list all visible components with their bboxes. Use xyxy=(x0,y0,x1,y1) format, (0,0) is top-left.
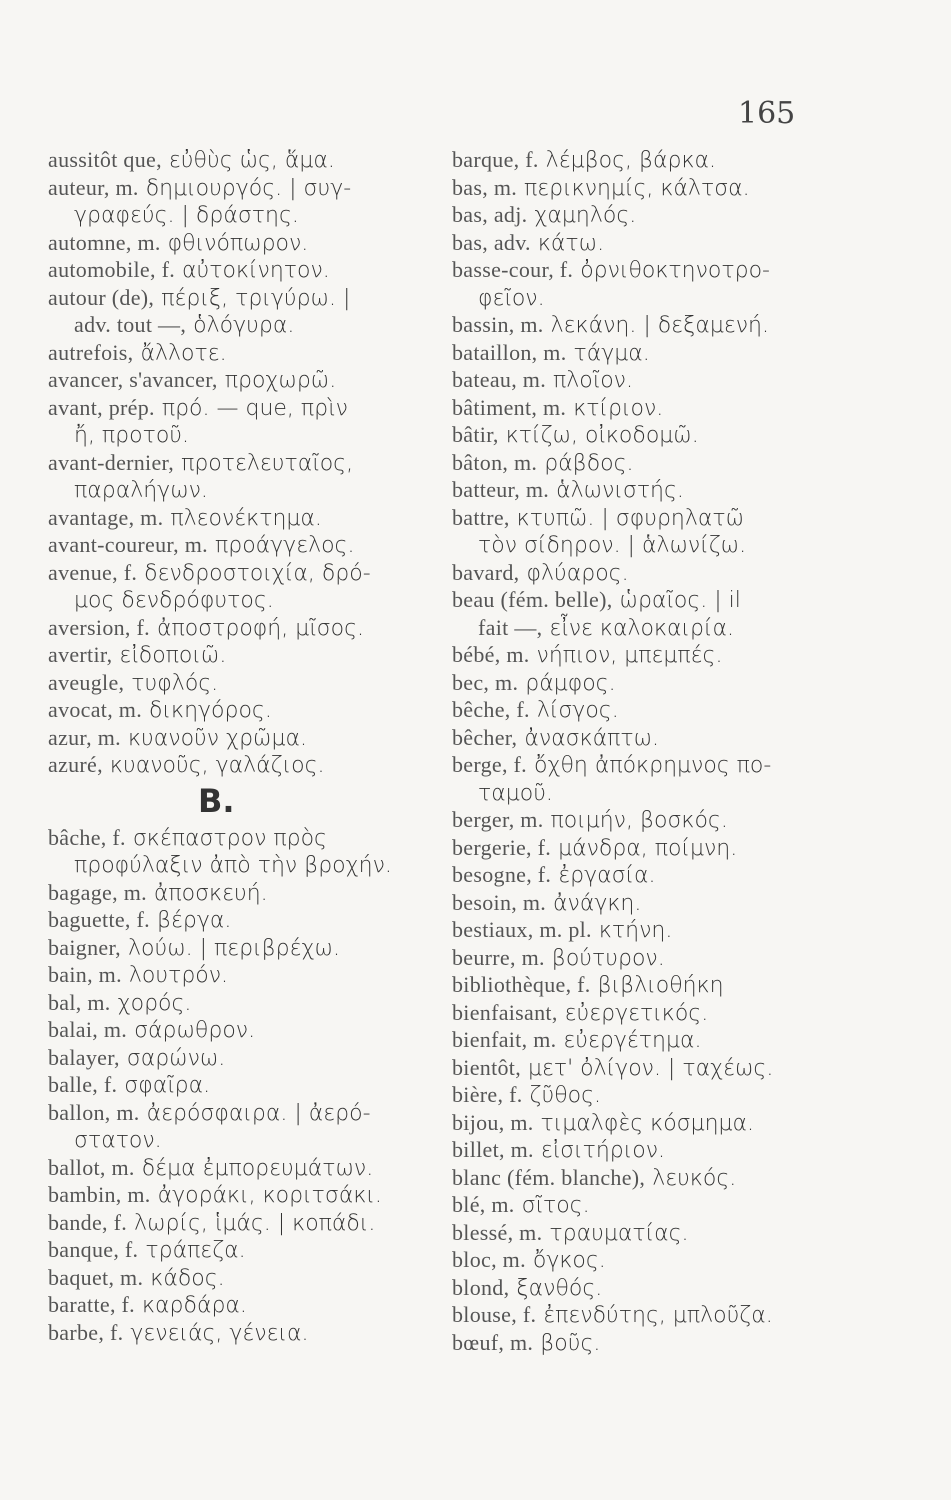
dictionary-entry xyxy=(452,1301,892,1329)
greek-translation: προτελευταῖος, xyxy=(174,450,354,476)
headword: blanc (fém. blanche), xyxy=(452,1164,646,1190)
headword: bloc, m. xyxy=(452,1247,526,1272)
dictionary-entry xyxy=(48,531,448,559)
greek-translation: προχωρῶ. xyxy=(217,368,337,393)
dictionary-entry xyxy=(48,1071,448,1099)
dictionary-entry xyxy=(48,961,448,989)
greek-translation: καρδάρα. xyxy=(134,1293,247,1318)
greek-translation: πρό. — que, πρὶν xyxy=(154,395,348,421)
dictionary-entry xyxy=(48,146,448,174)
headword: avant, prép. xyxy=(48,394,155,420)
greek-translation: λούω. | περιβρέχω. xyxy=(121,935,340,961)
dictionary-entry xyxy=(452,421,892,449)
dictionary-entry xyxy=(48,256,448,284)
dictionary-entry xyxy=(452,1164,892,1192)
dictionary-entry xyxy=(48,366,448,394)
dictionary-entry xyxy=(452,1274,892,1302)
headword: batteur, m. xyxy=(452,477,550,502)
headword: avantage, m. xyxy=(48,504,164,530)
greek-translation: τάγμα. xyxy=(566,340,650,366)
headword: banque, f. xyxy=(48,1237,139,1262)
greek-translation: δενδροστοιχία, δρό- xyxy=(137,560,371,586)
headword: aussitôt que, xyxy=(48,147,162,172)
dictionary-entry xyxy=(452,476,892,504)
greek-translation: λευκός. xyxy=(645,1165,737,1191)
greek-translation: κτίριον. xyxy=(566,395,664,421)
headword: balayer, xyxy=(48,1044,120,1070)
dictionary-entry xyxy=(452,806,892,834)
greek-translation: κάδος. xyxy=(143,1265,225,1291)
greek-translation: ὄγκος. xyxy=(525,1248,606,1273)
greek-translation: τιμαλφὲς κόσμημα. xyxy=(533,1110,755,1136)
headword: automne, m. xyxy=(48,229,161,255)
greek-translation: γενειάς, γένεια. xyxy=(123,1320,309,1346)
greek-translation: σῖτος. xyxy=(514,1193,590,1218)
greek-translation: ἀποσκευή. xyxy=(146,880,268,906)
dictionary-entry xyxy=(452,944,892,972)
headword: blessé, m. xyxy=(452,1219,543,1245)
entry-continuation xyxy=(48,851,448,879)
headword: bêche, f. xyxy=(452,697,530,722)
dictionary-entry xyxy=(452,1081,892,1109)
dictionary-entry xyxy=(48,449,448,477)
dictionary-entry xyxy=(452,449,892,477)
greek-translation: ἀνάγκη. xyxy=(546,890,642,916)
dictionary-entry xyxy=(452,146,892,174)
headword: ballot, m. xyxy=(48,1154,135,1180)
greek-translation: ἤ, προτοῦ. xyxy=(74,423,190,448)
greek-translation: χορός. xyxy=(110,990,192,1016)
headword: bestiaux, m. pl. xyxy=(452,917,592,942)
headword: blond, xyxy=(452,1274,510,1300)
headword: bas, adv. xyxy=(452,229,531,255)
greek-translation: βοῦς. xyxy=(533,1330,601,1356)
dictionary-entry xyxy=(452,504,892,532)
greek-translation: ἐπενδύτης, μπλοῦζα. xyxy=(536,1303,773,1328)
entry-continuation xyxy=(48,476,448,504)
dictionary-entry xyxy=(452,751,892,779)
dictionary-entry xyxy=(48,339,448,367)
headword: fait —, xyxy=(478,614,543,640)
left-column xyxy=(48,146,448,1346)
headword: bientôt, xyxy=(452,1054,522,1080)
entry-continuation xyxy=(48,311,448,339)
greek-translation: φθινόπωρον. xyxy=(160,230,309,256)
greek-translation: πέριξ, τριγύρω. | xyxy=(154,285,351,311)
dictionary-entry xyxy=(48,824,448,852)
greek-translation: γραφεύς. | δράστης. xyxy=(74,203,299,228)
greek-translation: λέμβος, βάρκα. xyxy=(538,148,717,173)
dictionary-entry xyxy=(452,1329,892,1357)
headword: bain, m. xyxy=(48,962,122,987)
entry-continuation xyxy=(48,1126,448,1154)
dictionary-entry xyxy=(452,559,892,587)
greek-translation: πλοῖον. xyxy=(546,368,633,393)
dictionary-entry xyxy=(452,1246,892,1274)
dictionary-entry xyxy=(452,1054,892,1082)
headword: besogne, f. xyxy=(452,862,552,887)
headword: bataillon, m. xyxy=(452,339,567,365)
dictionary-entry xyxy=(452,1026,892,1054)
greek-translation: δικηγόρος. xyxy=(142,698,272,723)
headword: besoin, m. xyxy=(452,889,547,915)
greek-translation: κτυπῶ. | σφυρηλατῶ xyxy=(509,505,745,531)
dictionary-entry xyxy=(452,394,892,422)
headword: bâton, m. xyxy=(452,449,538,475)
headword: balle, f. xyxy=(48,1072,118,1097)
greek-translation: πλεονέκτημα. xyxy=(163,505,322,531)
headword: avertir, xyxy=(48,642,113,667)
dictionary-entry xyxy=(48,751,448,779)
greek-translation: εἰδοποιῶ. xyxy=(112,643,227,668)
greek-translation: ἁλωνιστής. xyxy=(549,478,684,503)
headword: balai, m. xyxy=(48,1017,128,1042)
dictionary-entry xyxy=(452,669,892,697)
greek-translation: παραλήγων. xyxy=(74,478,208,503)
entry-continuation xyxy=(452,531,892,559)
greek-translation: τὸν σίδηρον. | ἁλωνίζω. xyxy=(478,533,747,558)
entry-continuation xyxy=(452,284,892,312)
headword: automobile, f. xyxy=(48,257,176,282)
dictionary-entry xyxy=(48,906,448,934)
headword: bâtir, xyxy=(452,422,499,447)
headword: barque, f. xyxy=(452,147,539,172)
dictionary-entry xyxy=(48,1264,448,1292)
headword: billet, m. xyxy=(452,1137,534,1162)
headword: bâtiment, m. xyxy=(452,394,567,420)
headword: bienfaisant, xyxy=(452,999,558,1025)
greek-translation: ταμοῦ. xyxy=(478,780,553,806)
headword: bande, f. xyxy=(48,1209,128,1235)
greek-translation: δημιουργός. | συγ- xyxy=(138,175,352,201)
dictionary-entry xyxy=(48,229,448,257)
dictionary-entry xyxy=(48,504,448,532)
greek-translation: ἀποστροφή, μῖσος. xyxy=(149,615,364,641)
headword: ballon, m. xyxy=(48,1099,140,1125)
greek-translation: νήπιον, μπεμπές. xyxy=(529,643,723,668)
headword: baratte, f. xyxy=(48,1292,135,1317)
dictionary-entry xyxy=(452,1219,892,1247)
greek-translation: λωρίς, ἱμάς. | κοπάδι. xyxy=(127,1210,376,1236)
greek-translation: εὐεργετικός. xyxy=(557,1000,709,1026)
greek-translation: προάγγελος. xyxy=(207,533,355,558)
greek-translation: σάρωθρον. xyxy=(127,1018,256,1043)
dictionary-entry xyxy=(452,1136,892,1164)
dictionary-entry xyxy=(452,1191,892,1219)
headword: autour (de), xyxy=(48,284,155,310)
headword: bassin, m. xyxy=(452,312,544,337)
greek-translation: ἀγοράκι, κοριτσάκι. xyxy=(150,1183,382,1208)
right-column xyxy=(452,146,892,1356)
headword: bagage, m. xyxy=(48,879,147,905)
greek-translation: ἀερόσφαιρα. | ἀερό- xyxy=(139,1100,371,1126)
headword: avant-dernier, xyxy=(48,449,175,475)
greek-translation: περικνημίς, κάλτσα. xyxy=(517,175,750,201)
headword: bateau, m. xyxy=(452,367,547,392)
headword: bavard, xyxy=(452,559,520,585)
dictionary-entry xyxy=(452,339,892,367)
dictionary-entry xyxy=(452,366,892,394)
dictionary-entry xyxy=(452,861,892,889)
headword: beau (fém. belle), xyxy=(452,587,613,612)
greek-translation: μος δενδρόφυτος. xyxy=(74,588,274,613)
greek-translation: αὐτοκίνητον. xyxy=(175,258,330,283)
greek-translation: εὐεργέτημα. xyxy=(556,1028,702,1053)
headword: bas, adj. xyxy=(452,202,528,227)
greek-translation: φλύαρος. xyxy=(519,560,629,586)
greek-translation: σαρώνω. xyxy=(119,1045,226,1071)
greek-translation: εἶνε καλοκαιρία. xyxy=(542,615,735,641)
greek-translation: λουτρόν. xyxy=(121,963,229,988)
dictionary-entry xyxy=(452,256,892,284)
headword: basse-cour, f. xyxy=(452,257,574,282)
headword: blé, m. xyxy=(452,1192,515,1217)
dictionary-entry xyxy=(452,201,892,229)
headword: avenue, f. xyxy=(48,559,138,585)
dictionary-entry xyxy=(48,1319,448,1347)
dictionary-entry xyxy=(48,559,448,587)
dictionary-entry xyxy=(48,1236,448,1264)
greek-translation: λίσγος. xyxy=(529,698,619,723)
dictionary-entry xyxy=(452,311,892,339)
greek-translation: ξανθός. xyxy=(509,1275,603,1301)
dictionary-entry xyxy=(48,641,448,669)
greek-translation: ζῦθος. xyxy=(522,1083,602,1108)
greek-translation: ὁλόγυρα. xyxy=(186,313,295,338)
greek-translation: ράβδος. xyxy=(537,450,634,476)
greek-translation: εἰσιτήριον. xyxy=(533,1138,666,1163)
entry-continuation xyxy=(452,779,892,807)
headword: berge, f. xyxy=(452,752,527,777)
greek-translation: δέμα ἐμπορευμάτων. xyxy=(134,1155,374,1181)
headword: avant-coureur, m. xyxy=(48,532,208,557)
headword: azuré, xyxy=(48,752,103,777)
dictionary-entry xyxy=(48,1154,448,1182)
headword: aversion, f. xyxy=(48,614,150,640)
headword: bas, m. xyxy=(452,174,518,200)
greek-translation: ἐργασία. xyxy=(551,863,656,888)
headword: bambin, m. xyxy=(48,1182,151,1207)
greek-translation: ποιμήν, βοσκός. xyxy=(543,808,728,833)
dictionary-entry xyxy=(452,696,892,724)
dictionary-entry xyxy=(48,1291,448,1319)
greek-translation: σφαῖρα. xyxy=(117,1073,211,1098)
headword: berger, m. xyxy=(452,807,544,832)
greek-translation: βέργα. xyxy=(149,908,232,933)
greek-translation: μάνδρα, ποίμνη. xyxy=(551,835,738,861)
headword: autrefois, xyxy=(48,339,134,365)
headword: azur, m. xyxy=(48,724,121,750)
greek-translation: τράπεζα. xyxy=(138,1238,246,1263)
headword: aveugle, xyxy=(48,669,125,695)
greek-translation: κάτω. xyxy=(530,230,605,256)
dictionary-entry xyxy=(452,229,892,257)
dictionary-entry xyxy=(48,1044,448,1072)
greek-translation: βούτυρον. xyxy=(544,945,665,971)
greek-translation: τυφλός. xyxy=(124,670,219,696)
dictionary-entry xyxy=(452,834,892,862)
greek-translation: βιβλιοθήκη xyxy=(590,973,724,998)
entry-continuation xyxy=(48,586,448,614)
headword: battre, xyxy=(452,504,510,530)
dictionary-entry xyxy=(48,879,448,907)
headword: beurre, m. xyxy=(452,944,545,970)
entry-continuation xyxy=(48,421,448,449)
dictionary-entry xyxy=(48,934,448,962)
greek-translation: τραυματίας. xyxy=(542,1220,689,1246)
dictionary-entry xyxy=(48,1209,448,1237)
greek-translation: κτήνη. xyxy=(591,918,673,943)
entry-continuation xyxy=(48,201,448,229)
greek-translation: κυανοῦς, γαλάζιος. xyxy=(102,753,325,778)
headword: bière, f. xyxy=(452,1082,523,1107)
headword: auteur, m. xyxy=(48,174,139,200)
greek-translation: εὐθὺς ὡς, ἅμα. xyxy=(161,148,335,173)
headword: bâche, f. xyxy=(48,824,126,850)
greek-translation: λεκάνη. | δεξαμενή. xyxy=(543,313,769,338)
page-number: 165 xyxy=(738,96,796,131)
headword: avocat, m. xyxy=(48,697,143,722)
section-letter: B. xyxy=(198,781,235,820)
dictionary-entry xyxy=(48,394,448,422)
headword: bijou, m. xyxy=(452,1109,534,1135)
dictionary-entry xyxy=(452,971,892,999)
headword: blouse, f. xyxy=(452,1302,537,1327)
dictionary-entry xyxy=(48,614,448,642)
dictionary-entry xyxy=(48,1181,448,1209)
headword: baquet, m. xyxy=(48,1264,144,1290)
dictionary-entry xyxy=(452,586,892,614)
greek-translation: μετ' ὀλίγον. | ταχέως. xyxy=(521,1055,774,1081)
dictionary-entry xyxy=(48,989,448,1017)
headword: bêcher, xyxy=(452,724,518,750)
headword: bergerie, f. xyxy=(452,834,552,860)
greek-translation: ἄλλοτε. xyxy=(133,340,227,366)
greek-translation: προφύλαξιν ἀπὸ τὴν βροχήν. xyxy=(74,853,392,878)
headword: adv. tout —, xyxy=(74,312,187,337)
headword: baguette, f. xyxy=(48,907,150,932)
greek-translation: στατον. xyxy=(74,1128,162,1153)
dictionary-entry xyxy=(452,1109,892,1137)
greek-translation: χαμηλός. xyxy=(527,203,637,228)
greek-translation: κτίζω, οἰκοδομῶ. xyxy=(498,423,699,448)
dictionary-entry xyxy=(48,1099,448,1127)
headword: bienfait, m. xyxy=(452,1027,557,1052)
headword: barbe, f. xyxy=(48,1319,124,1345)
headword: bal, m. xyxy=(48,989,111,1015)
greek-translation: κυανοῦν χρῶμα. xyxy=(121,725,307,751)
greek-translation: ράμφος. xyxy=(518,670,616,696)
greek-translation: ὄχθη ἀπόκρημνος πο- xyxy=(526,753,772,778)
dictionary-entry xyxy=(48,696,448,724)
dictionary-entry xyxy=(48,724,448,752)
greek-translation: φεῖον. xyxy=(478,285,545,311)
headword: bébé, m. xyxy=(452,642,530,667)
dictionary-entry xyxy=(452,641,892,669)
dictionary-entry xyxy=(48,669,448,697)
dictionary-entry xyxy=(452,724,892,752)
greek-translation: σκέπαστρον πρὸς xyxy=(125,825,327,851)
dictionary-entry xyxy=(452,889,892,917)
dictionary-entry xyxy=(452,174,892,202)
greek-translation: ὡραῖος. | il xyxy=(612,588,741,613)
headword: avancer, s'avancer, xyxy=(48,367,218,392)
greek-translation: ἀνασκάπτω. xyxy=(517,725,660,751)
entry-continuation xyxy=(452,614,892,642)
dictionary-entry xyxy=(452,916,892,944)
greek-translation: ὀρνιθοκτηνοτρο- xyxy=(573,258,770,283)
dictionary-entry xyxy=(452,999,892,1027)
headword: bec, m. xyxy=(452,669,519,695)
dictionary-entry xyxy=(48,1016,448,1044)
dictionary-entry xyxy=(48,284,448,312)
dictionary-entry xyxy=(48,174,448,202)
headword: bibliothèque, f. xyxy=(452,972,591,997)
headword: baigner, xyxy=(48,934,121,960)
headword: bœuf, m. xyxy=(452,1329,534,1355)
